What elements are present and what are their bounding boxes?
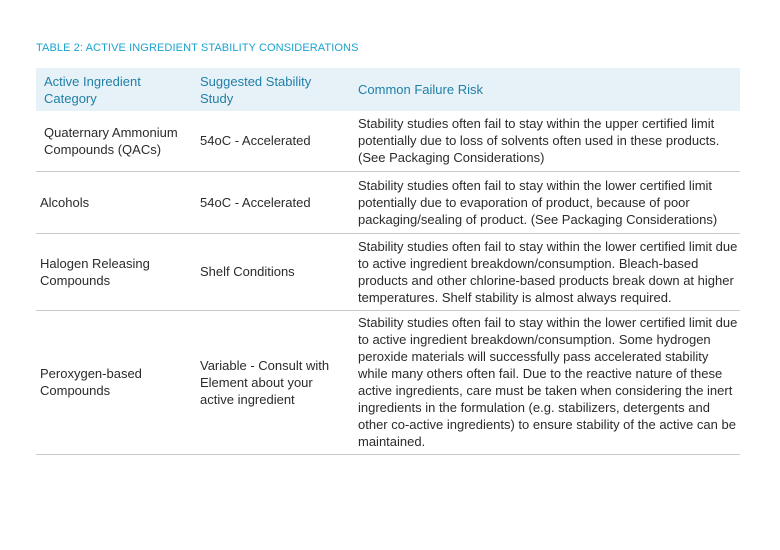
header-suggested-stability-study: Suggested Stability Study — [194, 68, 352, 111]
header-common-failure-risk: Common Failure Risk — [352, 68, 740, 111]
category-cell: Halogen Releasing Compounds — [36, 233, 194, 310]
category-cell: Quaternary Ammonium Compounds (QACs) — [36, 111, 194, 171]
table-row — [36, 171, 740, 233]
table-caption: TABLE 2: ACTIVE INGREDIENT STABILITY CONSIDERATIONS — [36, 42, 359, 54]
study-cell: Variable - Consult with Element about your active ingredient — [194, 310, 352, 454]
risk-cell: Stability studies often fail to stay within the lower certified limit due to active ingredient breakdown/consumption. Some hydrogen peroxide materials will successfully pass accelerated stability while many others often fail. Due to the reactive nature of these active ingredients, care must be taken when considering the inert ingredients in the formulation (e.g. stabilizers, detergents and other co-active ingredients) to ensure stability of the active can be maintained. — [352, 310, 740, 454]
header-active-ingredient-category: Active Ingredient Category — [36, 68, 194, 111]
table-body — [36, 111, 740, 454]
category-cell: Alcohols — [36, 171, 194, 233]
study-cell: 54oC - Accelerated — [194, 111, 352, 171]
stability-table — [36, 68, 740, 455]
category-cell: Peroxygen-based Compounds — [36, 310, 194, 454]
study-cell: 54oC - Accelerated — [194, 171, 352, 233]
risk-cell: Stability studies often fail to stay within the upper certified limit potentially due to loss of solvents often used in these products. (See Packaging Considerations) — [352, 111, 740, 171]
table-row — [36, 111, 740, 171]
table-header — [36, 68, 740, 111]
table-row — [36, 233, 740, 310]
header-row — [36, 68, 740, 111]
table-row — [36, 310, 740, 454]
risk-cell: Stability studies often fail to stay within the lower certified limit potentially due to evaporation of product, because of poor packaging/sealing of product. (See Packaging Considerations) — [352, 171, 740, 233]
risk-cell: Stability studies often fail to stay within the lower certified limit due to active ingredient breakdown/consumption. Bleach-based products and other chlorine-based products break down at higher temperatures. Shelf stability is almost always required. — [352, 233, 740, 310]
study-cell: Shelf Conditions — [194, 233, 352, 310]
